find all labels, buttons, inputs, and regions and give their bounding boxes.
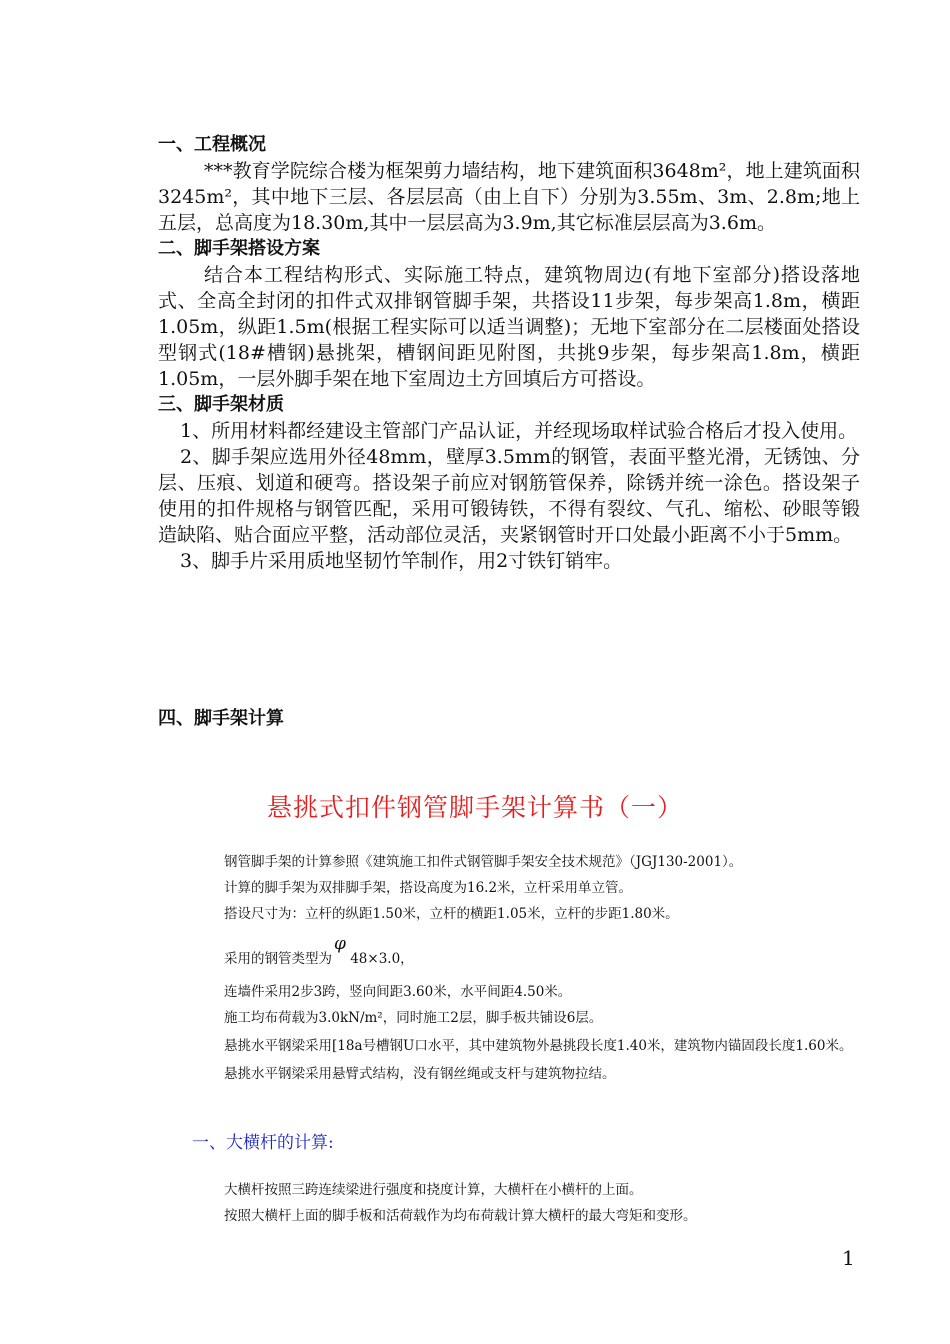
heading-project-overview: 一、工程概况 (158, 134, 266, 155)
calc-intro (158, 852, 860, 924)
calc-line-1: 钢管脚手架的计算参照《建筑施工扣件式钢管脚手架安全技术规范》（JGJ130-2001）。 (224, 854, 743, 870)
material-item-3: 3、脚手片采用质地坚韧竹竿制作，用2寸铁钉销牢。 (180, 550, 623, 572)
project-overview-paragraph: ***教育学院综合楼为框架剪力墙结构，地下建筑面积3648m²，地上建筑面积3245m²，其中地下三层、各层层高（由上自下）分别为3.55m、3m、2.8m;地上五层，总高度为18.30m,其中一层层高为3.9m,其它标准层层高为3.6m。 (158, 160, 860, 234)
calc-line-4: 连墙件采用2步3跨，竖向间距3.60米，水平间距4.50米。 (224, 984, 572, 1000)
material-item-1: 1、所用材料都经建设主管部门产品认证，并经现场取样试验合格后才投入使用。 (180, 420, 858, 442)
heading-scaffold-calculation: 四、脚手架计算 (158, 708, 284, 729)
material-item-2: 2、脚手架应选用外径48mm，壁厚3.5mm的钢管，表面平整光滑，无锈蚀、分层、压痕、划道和硬弯。搭设架子前应对钢筋管保养，除锈并统一涂色。搭设架子使用的扣件规格与钢管匹配，采用可锻铸铁，不得有裂纹、气孔、缩松、砂眼等锻造缺陷、贴合面应平整，活动部位灵活，夹紧钢管时开口处最小距离不小于5mm。 (158, 446, 860, 546)
scaffold-plan-paragraph: 结合本工程结构形式、实际施工特点，建筑物周边(有地下室部分)搭设落地式、全高全封闭的扣件式双排钢管脚手架，共搭设11步架，每步架高1.8m，横距1.05m，纵距1.5m(根据工程实际可以适当调整)；无地下室部分在二层楼面处搭设型钢式(18#槽钢)悬挑架，槽钢间距见附图，共挑9步架，每步架高1.8m，横距1.05m，一层外脚手架在地下室周边土方回填后方可搭设。 (158, 264, 860, 390)
crossbar-line-1: 大横杆按照三跨连续梁进行强度和挠度计算，大横杆在小横杆的上面。 (224, 1182, 643, 1198)
calc-line-2: 计算的脚手架为双排脚手架，搭设高度为16.2米，立杆采用单立管。 (224, 880, 633, 896)
calc-line-3: 搭设尺寸为：立杆的纵距1.50米，立杆的横距1.05米，立杆的步距1.80米。 (224, 906, 679, 922)
calc-line-6: 悬挑水平钢梁采用[18a号槽钢U口水平，其中建筑物外悬挑段长度1.40米，建筑物内锚固段长度1.60米。 (224, 1038, 853, 1054)
heading-scaffold-material: 三、脚手架材质 (158, 394, 284, 415)
pipe-type-prefix: 采用的钢管类型为 (224, 951, 332, 967)
page-number: 1 (842, 1246, 855, 1270)
calc-line-5: 施工均布荷载为3.0kN/m²，同时施工2层，脚手板共铺设6层。 (224, 1010, 603, 1026)
phi-symbol: φ (334, 934, 346, 954)
calc-line-7: 悬挑水平钢梁采用悬臂式结构，没有钢丝绳或支杆与建筑物拉结。 (224, 1066, 616, 1082)
crossbar-line-2: 按照大横杆上面的脚手板和活荷载作为均布荷载计算大横杆的最大弯矩和变形。 (224, 1208, 697, 1224)
crossbar-text (158, 1180, 860, 1226)
pipe-type-line (158, 934, 860, 969)
pipe-type-value: 48×3.0， (350, 951, 414, 967)
main-content (158, 132, 860, 574)
calc-params (158, 982, 860, 1084)
calc-book-title: 悬挑式扣件钢管脚手架计算书（一） (266, 793, 683, 822)
heading-scaffold-plan: 二、脚手架搭设方案 (158, 238, 320, 259)
sub-heading-large-crossbar: 一、大横杆的计算: (192, 1133, 334, 1153)
